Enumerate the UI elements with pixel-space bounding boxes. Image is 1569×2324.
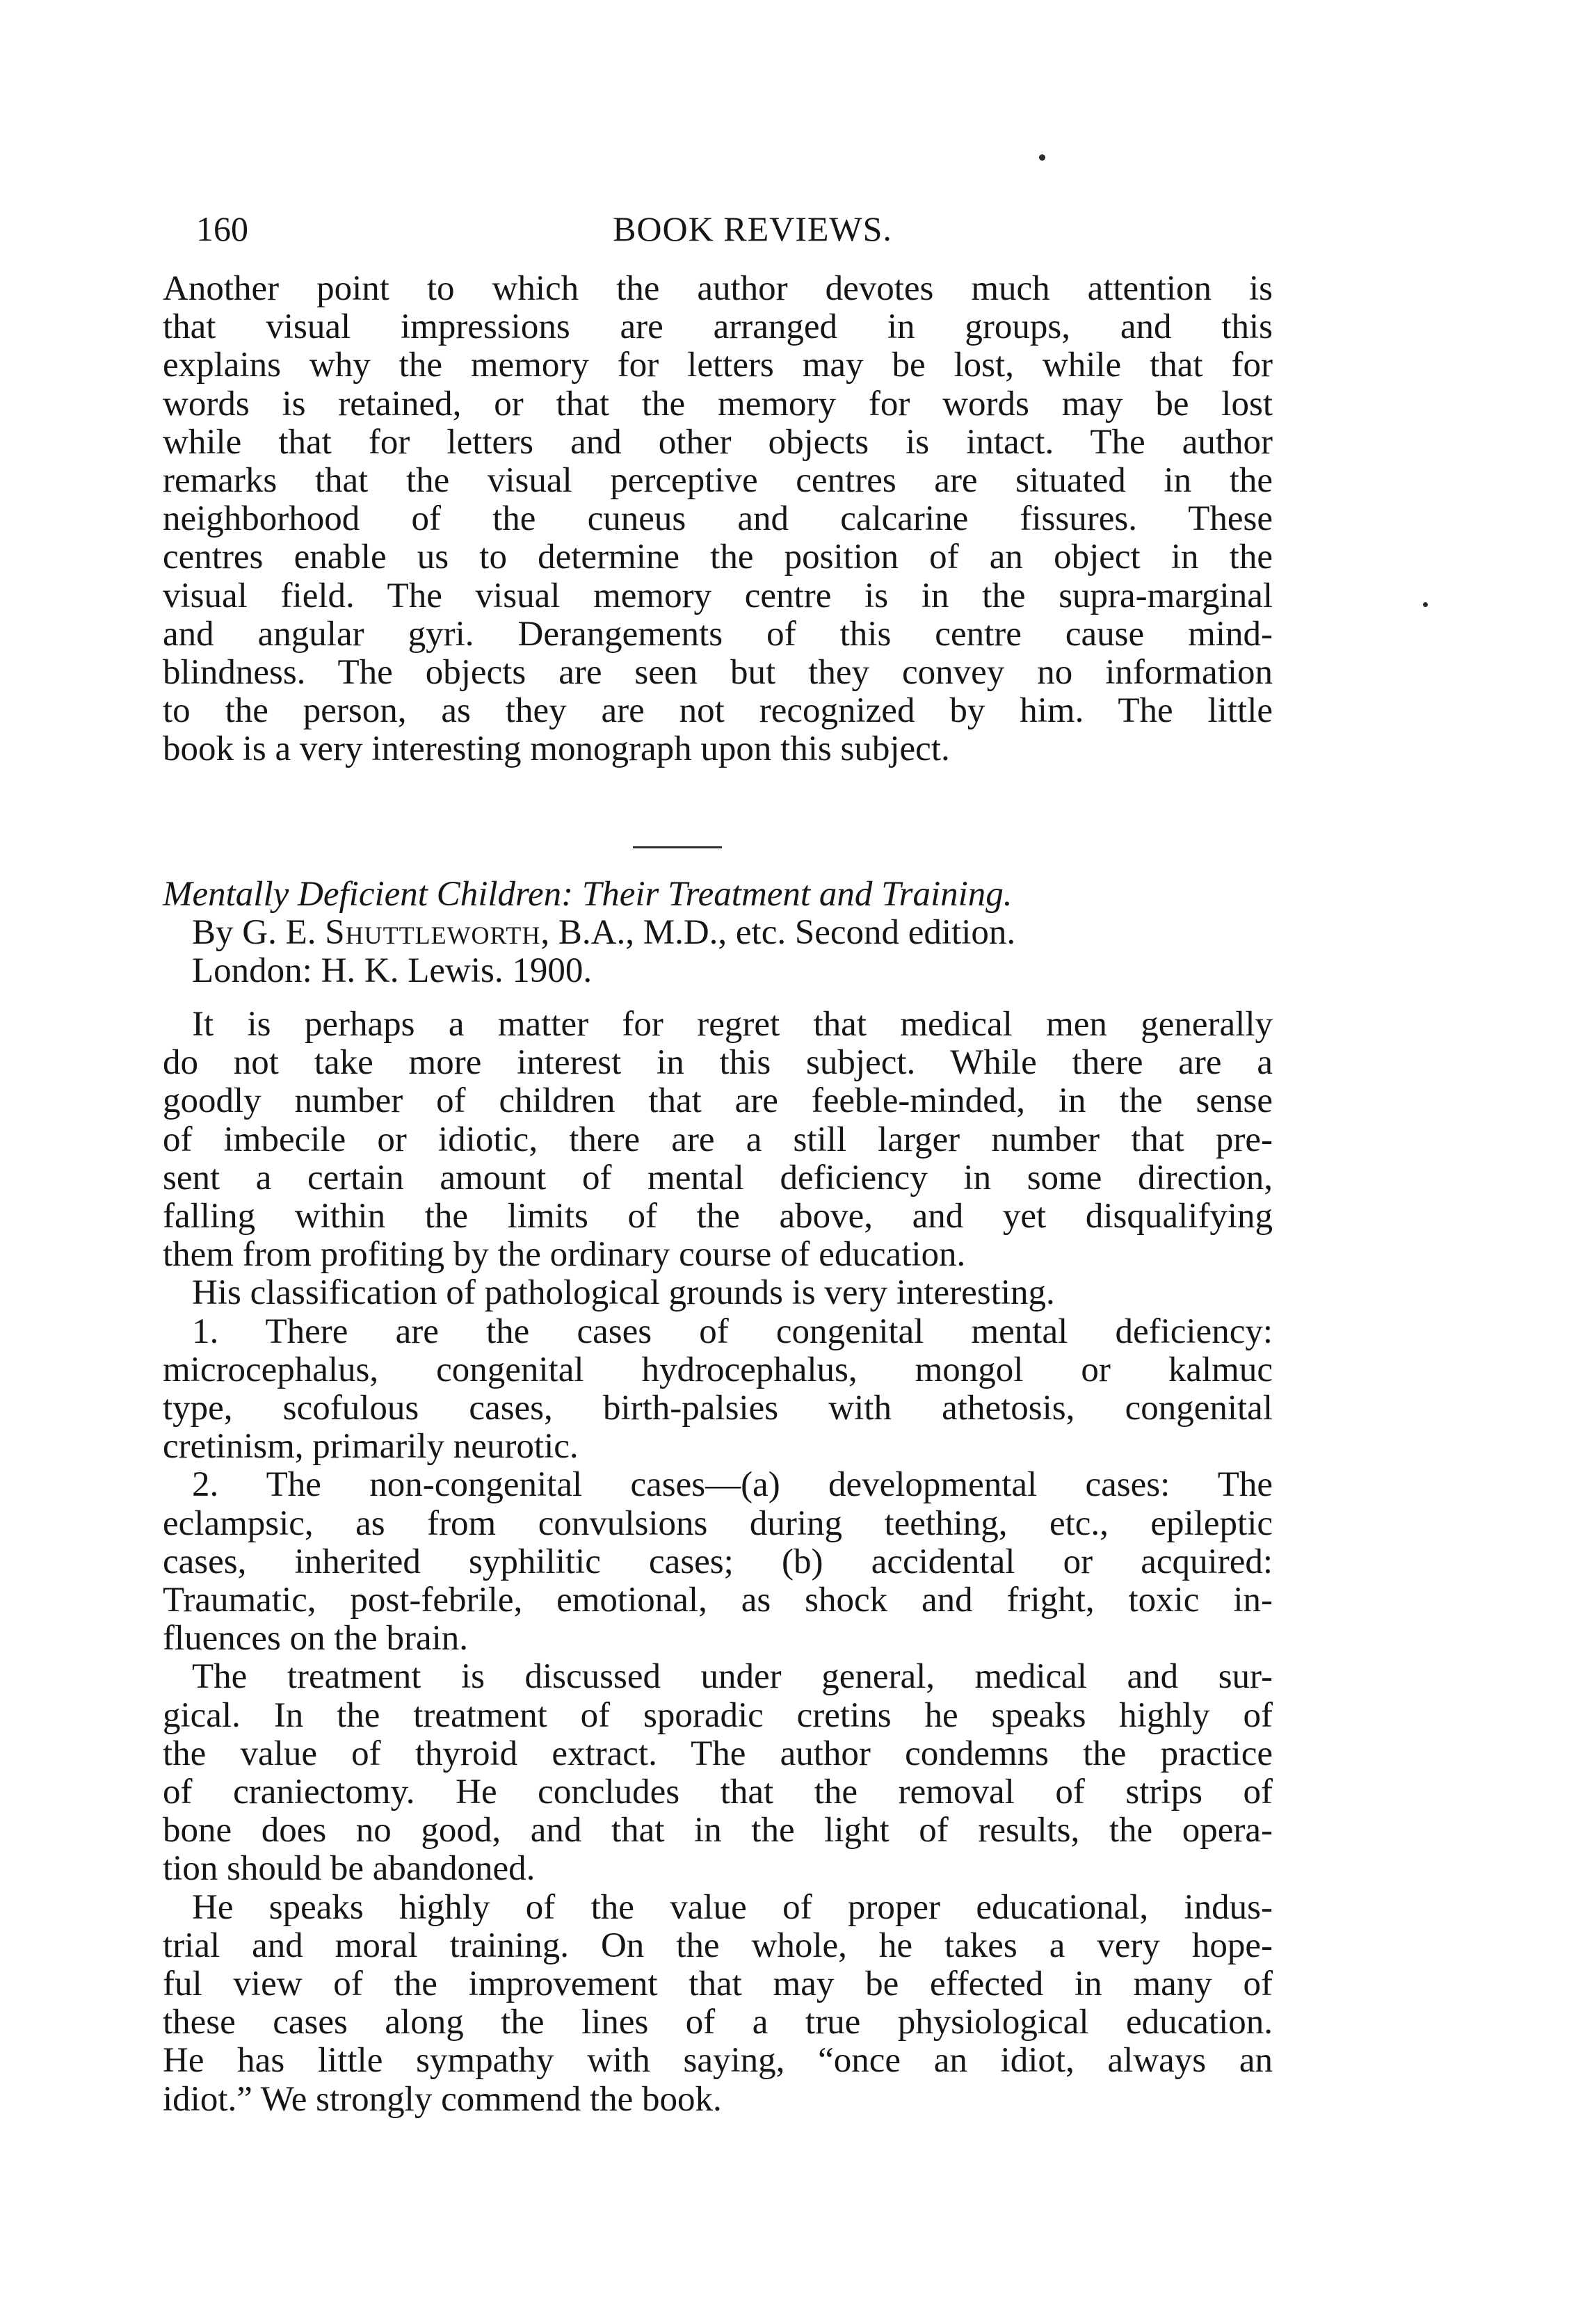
page-number: 160 — [196, 209, 248, 248]
byline — [163, 914, 1273, 952]
text-line: The treatment is discussed under general, medical and sur- — [192, 1657, 1273, 1697]
paragraph — [163, 1889, 1273, 2119]
paragraph — [163, 1658, 1273, 1888]
text-line: centres enable us to determine the position of an object in the — [163, 538, 1273, 577]
text-line: It is perhaps a matter for regret that medical men generally — [192, 1005, 1273, 1044]
byline-prefix: By G. E. — [192, 913, 325, 953]
text-line: cretinism, primarily neurotic. — [163, 1427, 579, 1467]
text-line: visual field. The visual memory centre is in the supra-marginal — [163, 576, 1273, 615]
text-line: trial and moral training. On the whole, he takes a very hope- — [163, 1926, 1273, 1965]
text-line: sent a certain amount of mental deficiency in some direction, — [163, 1158, 1273, 1197]
book-title: Mentally Deficient Children: Their Treatment and Training. — [163, 875, 1013, 914]
text-line: idiot.” We strongly commend the book. — [163, 2079, 722, 2119]
paragraph — [163, 1313, 1273, 1467]
paragraph — [163, 1006, 1273, 1274]
page-header — [196, 204, 1271, 253]
second-review-body — [163, 1006, 1273, 2119]
section-divider — [633, 846, 722, 848]
ink-speck — [1423, 602, 1428, 607]
text-line: Another point to which the author devotes much attention is — [163, 269, 1273, 308]
running-head: BOOK REVIEWS. — [613, 209, 892, 248]
text-line: type, scofulous cases, birth-palsies with athetosis, congenital — [163, 1389, 1273, 1428]
text-line: goodly number of children that are feeble-minded, in the sense — [163, 1081, 1273, 1121]
text-line: bone does no good, and that in the light of results, the opera- — [163, 1811, 1273, 1850]
text-line: book is a very interesting monograph upon this subject. — [163, 729, 950, 769]
text-line: explains why the memory for letters may be lost, while that for — [163, 346, 1273, 385]
text-line: the value of thyroid extract. The author condemns the practice — [163, 1734, 1273, 1773]
text-line: these cases along the lines of a true physiological education. — [163, 2003, 1273, 2042]
text-line: them from profiting by the ordinary course of education. — [163, 1235, 966, 1275]
byline-suffix: , B.A., M.D., etc. Second edition. — [540, 913, 1016, 953]
text-line: of craniectomy. He concludes that the removal of strips of — [163, 1773, 1273, 1812]
text-line: do not take more interest in this subject. While there are a — [163, 1043, 1273, 1083]
text-line: blindness. The objects are seen but they convey no information — [163, 653, 1273, 693]
text-line: that visual impressions are arranged in groups, and this — [163, 307, 1273, 347]
text-line: eclampsic, as from convulsions during teething, etc., epileptic — [163, 1503, 1273, 1543]
text-line: neighborhood of the cuneus and calcarine fissures. These — [163, 499, 1273, 539]
paragraph — [163, 1466, 1273, 1658]
text-line: remarks that the visual perceptive centres are situated in the — [163, 461, 1273, 501]
publisher-line: London: H. K. Lewis. 1900. — [192, 951, 593, 991]
text-line: gical. In the treatment of sporadic cretins he speaks highly of — [163, 1695, 1273, 1735]
text-line: His classification of pathological grounds is very interesting. — [192, 1273, 1055, 1313]
text-line: He has little sympathy with saying, “once an idiot, always an — [163, 2041, 1273, 2081]
text-line: words is retained, or that the memory for words may be lost — [163, 384, 1273, 423]
text-line: ful view of the improvement that may be effected in many of — [163, 1964, 1273, 2004]
paragraph — [163, 1274, 1273, 1312]
text-line: fluences on the brain. — [163, 1619, 469, 1659]
text-line: microcephalus, congenital hydrocephalus, mongol or kalmuc — [163, 1350, 1273, 1389]
paragraph — [163, 270, 1273, 769]
text-line: cases, inherited syphilitic cases; (b) accidental or acquired: — [163, 1542, 1273, 1581]
text-line: falling within the limits of the above, and yet disqualifying — [163, 1197, 1273, 1236]
first-review-continuation — [163, 270, 1273, 769]
text-line: and angular gyri. Derangements of this centre cause mind- — [163, 614, 1273, 654]
text-line: while that for letters and other objects is intact. The author — [163, 422, 1273, 462]
text-line: of imbecile or idiotic, there are a still larger number that pre- — [163, 1120, 1273, 1159]
text-line: 1. There are the cases of congenital mental deficiency: — [192, 1312, 1273, 1351]
text-line: 2. The non-congenital cases—(a) developmental cases: The — [192, 1465, 1273, 1505]
text-line: He speaks highly of the value of proper educational, indus- — [192, 1887, 1273, 1927]
text-line: tion should be abandoned. — [163, 1849, 536, 1889]
text-line: to the person, as they are not recognized by him. The little — [163, 691, 1273, 731]
review-heading — [163, 875, 1273, 991]
author-name: Shuttleworth — [325, 913, 541, 953]
ink-speck — [1039, 154, 1045, 161]
text-line: Traumatic, post-febrile, emotional, as shock and fright, toxic in- — [163, 1581, 1273, 1620]
